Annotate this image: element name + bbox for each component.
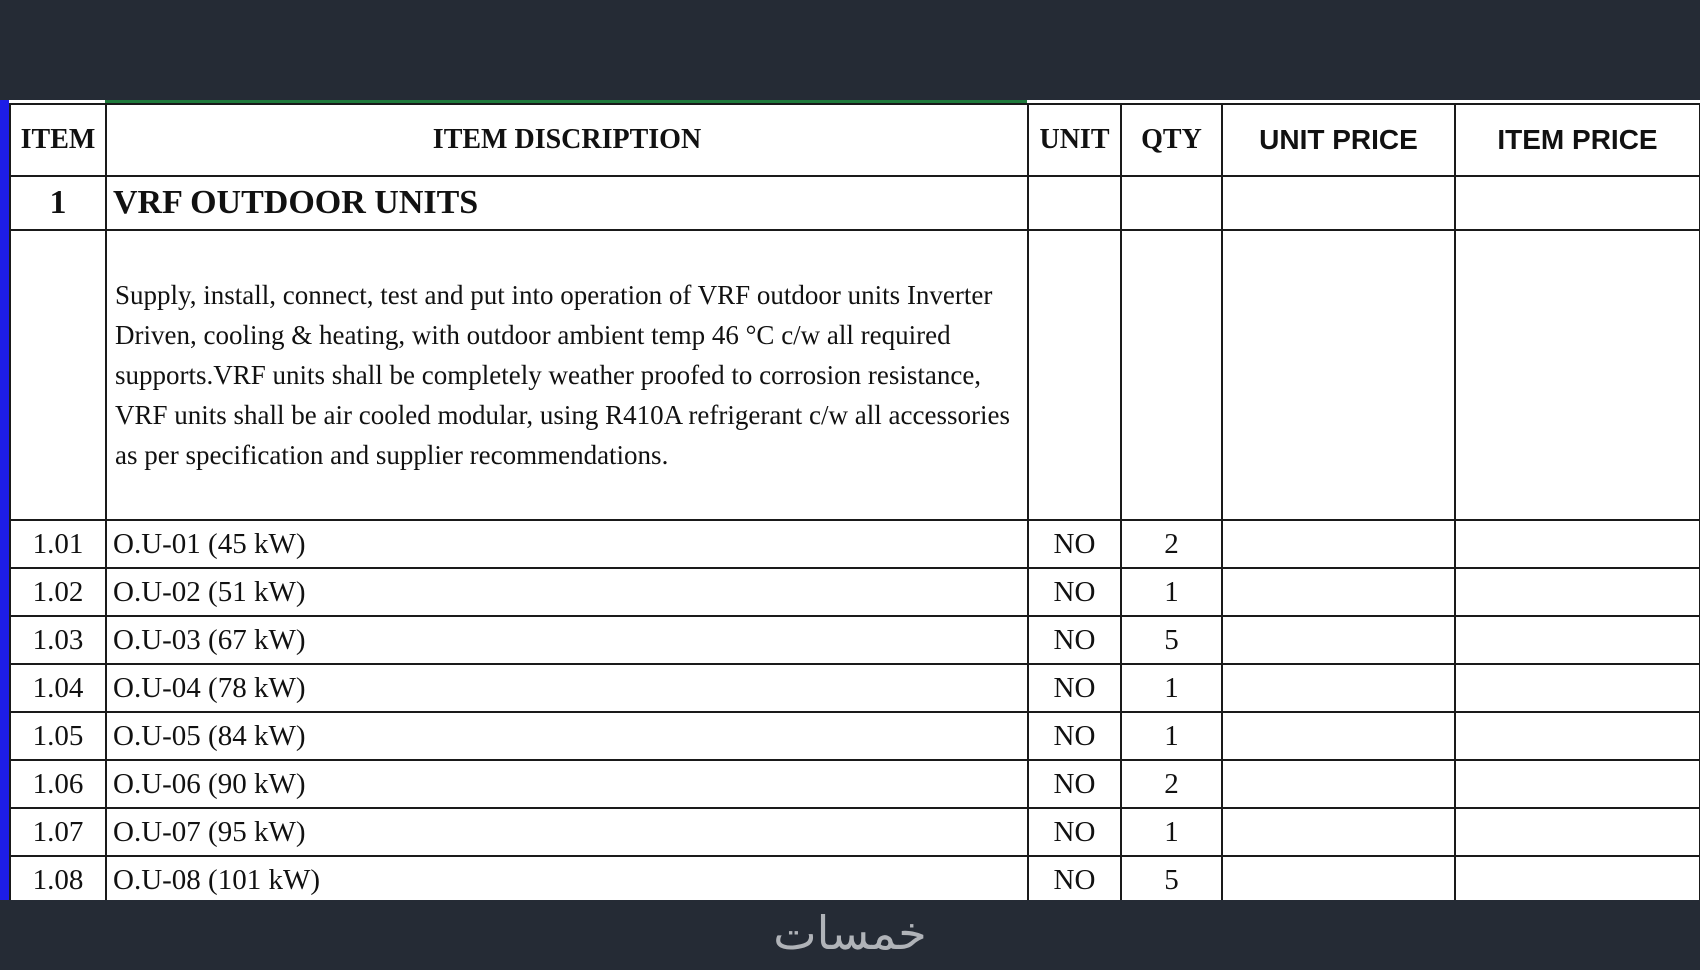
table-row	[10, 808, 1700, 856]
description-item-price-cell[interactable]	[1455, 230, 1700, 520]
section-item-price-cell[interactable]	[1455, 176, 1700, 230]
description-cell[interactable]: O.U-04 (78 kW)	[106, 664, 1028, 712]
section-item-cell[interactable]: 1	[10, 176, 106, 230]
unit-price-cell[interactable]	[1222, 760, 1455, 808]
spreadsheet-view[interactable]	[0, 100, 1700, 900]
unit-cell[interactable]: NO	[1028, 616, 1121, 664]
section-qty-cell[interactable]	[1121, 176, 1222, 230]
item-cell[interactable]: 1.02	[10, 568, 106, 616]
description-qty-cell[interactable]	[1121, 230, 1222, 520]
item-price-cell[interactable]	[1455, 760, 1700, 808]
header-row	[10, 104, 1700, 176]
watermark-logo: خمسات	[773, 906, 927, 960]
header-unit[interactable]: UNIT	[1028, 104, 1121, 176]
description-cell[interactable]: O.U-05 (84 kW)	[106, 712, 1028, 760]
table-row	[10, 520, 1700, 568]
item-cell[interactable]: 1.05	[10, 712, 106, 760]
unit-cell[interactable]: NO	[1028, 856, 1121, 900]
unit-price-cell[interactable]	[1222, 664, 1455, 712]
item-price-cell[interactable]	[1455, 520, 1700, 568]
qty-cell[interactable]: 2	[1121, 520, 1222, 568]
item-cell[interactable]: 1.04	[10, 664, 106, 712]
unit-cell[interactable]: NO	[1028, 712, 1121, 760]
table-row	[10, 712, 1700, 760]
unit-price-cell[interactable]	[1222, 616, 1455, 664]
header-unit-price[interactable]: UNIT PRICE	[1222, 104, 1455, 176]
description-cell[interactable]: O.U-02 (51 kW)	[106, 568, 1028, 616]
item-cell[interactable]: 1.01	[10, 520, 106, 568]
item-price-cell[interactable]	[1455, 856, 1700, 900]
header-item[interactable]: ITEM	[10, 104, 106, 176]
unit-price-cell[interactable]	[1222, 568, 1455, 616]
section-unit-price-cell[interactable]	[1222, 176, 1455, 230]
item-cell[interactable]: 1.03	[10, 616, 106, 664]
item-price-cell[interactable]	[1455, 616, 1700, 664]
table-row	[10, 664, 1700, 712]
description-row	[10, 230, 1700, 520]
table-row	[10, 568, 1700, 616]
section-row	[10, 176, 1700, 230]
qty-cell[interactable]: 1	[1121, 568, 1222, 616]
table-row	[10, 760, 1700, 808]
description-unit-cell[interactable]	[1028, 230, 1121, 520]
header-item-price[interactable]: ITEM PRICE	[1455, 104, 1700, 176]
description-cell[interactable]: O.U-01 (45 kW)	[106, 520, 1028, 568]
description-cell[interactable]: O.U-07 (95 kW)	[106, 808, 1028, 856]
description-cell[interactable]	[106, 230, 1028, 520]
description-unit-price-cell[interactable]	[1222, 230, 1455, 520]
qty-cell[interactable]: 1	[1121, 664, 1222, 712]
description-text: Supply, install, connect, test and put into operation of VRF outdoor units Inverter Driven, cooling & heating, with outdoor ambient temp 46 °C c/w all required supports.VRF units shall be completely weather proofed to corrosion resistance, VRF units shall be air cooled modular, using R410A refrigerant c/w all accessories as per specification and supplier recommendations.	[115, 280, 1010, 470]
item-price-cell[interactable]	[1455, 568, 1700, 616]
qty-cell[interactable]: 2	[1121, 760, 1222, 808]
qty-cell[interactable]: 1	[1121, 808, 1222, 856]
item-price-cell[interactable]	[1455, 808, 1700, 856]
unit-cell[interactable]: NO	[1028, 664, 1121, 712]
unit-cell[interactable]: NO	[1028, 808, 1121, 856]
unit-cell[interactable]: NO	[1028, 520, 1121, 568]
qty-cell[interactable]: 5	[1121, 616, 1222, 664]
section-title-cell[interactable]: VRF OUTDOOR UNITS	[106, 176, 1028, 230]
description-cell[interactable]: O.U-06 (90 kW)	[106, 760, 1028, 808]
item-cell[interactable]: 1.06	[10, 760, 106, 808]
unit-cell[interactable]: NO	[1028, 760, 1121, 808]
unit-price-cell[interactable]	[1222, 808, 1455, 856]
header-qty[interactable]: QTY	[1121, 104, 1222, 176]
unit-price-cell[interactable]	[1222, 712, 1455, 760]
header-description[interactable]: ITEM DISCRIPTION	[106, 104, 1028, 176]
item-price-cell[interactable]	[1455, 664, 1700, 712]
bill-of-quantities-table	[9, 103, 1700, 900]
table-row	[10, 856, 1700, 900]
unit-price-cell[interactable]	[1222, 520, 1455, 568]
description-item-cell[interactable]	[10, 230, 106, 520]
section-unit-cell[interactable]	[1028, 176, 1121, 230]
item-price-cell[interactable]	[1455, 712, 1700, 760]
qty-cell[interactable]: 5	[1121, 856, 1222, 900]
row-selection-indicator	[0, 100, 9, 900]
description-cell[interactable]: O.U-03 (67 kW)	[106, 616, 1028, 664]
unit-cell[interactable]: NO	[1028, 568, 1121, 616]
unit-price-cell[interactable]	[1222, 856, 1455, 900]
description-cell[interactable]: O.U-08 (101 kW)	[106, 856, 1028, 900]
table-row	[10, 616, 1700, 664]
qty-cell[interactable]: 1	[1121, 712, 1222, 760]
item-cell[interactable]: 1.07	[10, 808, 106, 856]
item-cell[interactable]: 1.08	[10, 856, 106, 900]
